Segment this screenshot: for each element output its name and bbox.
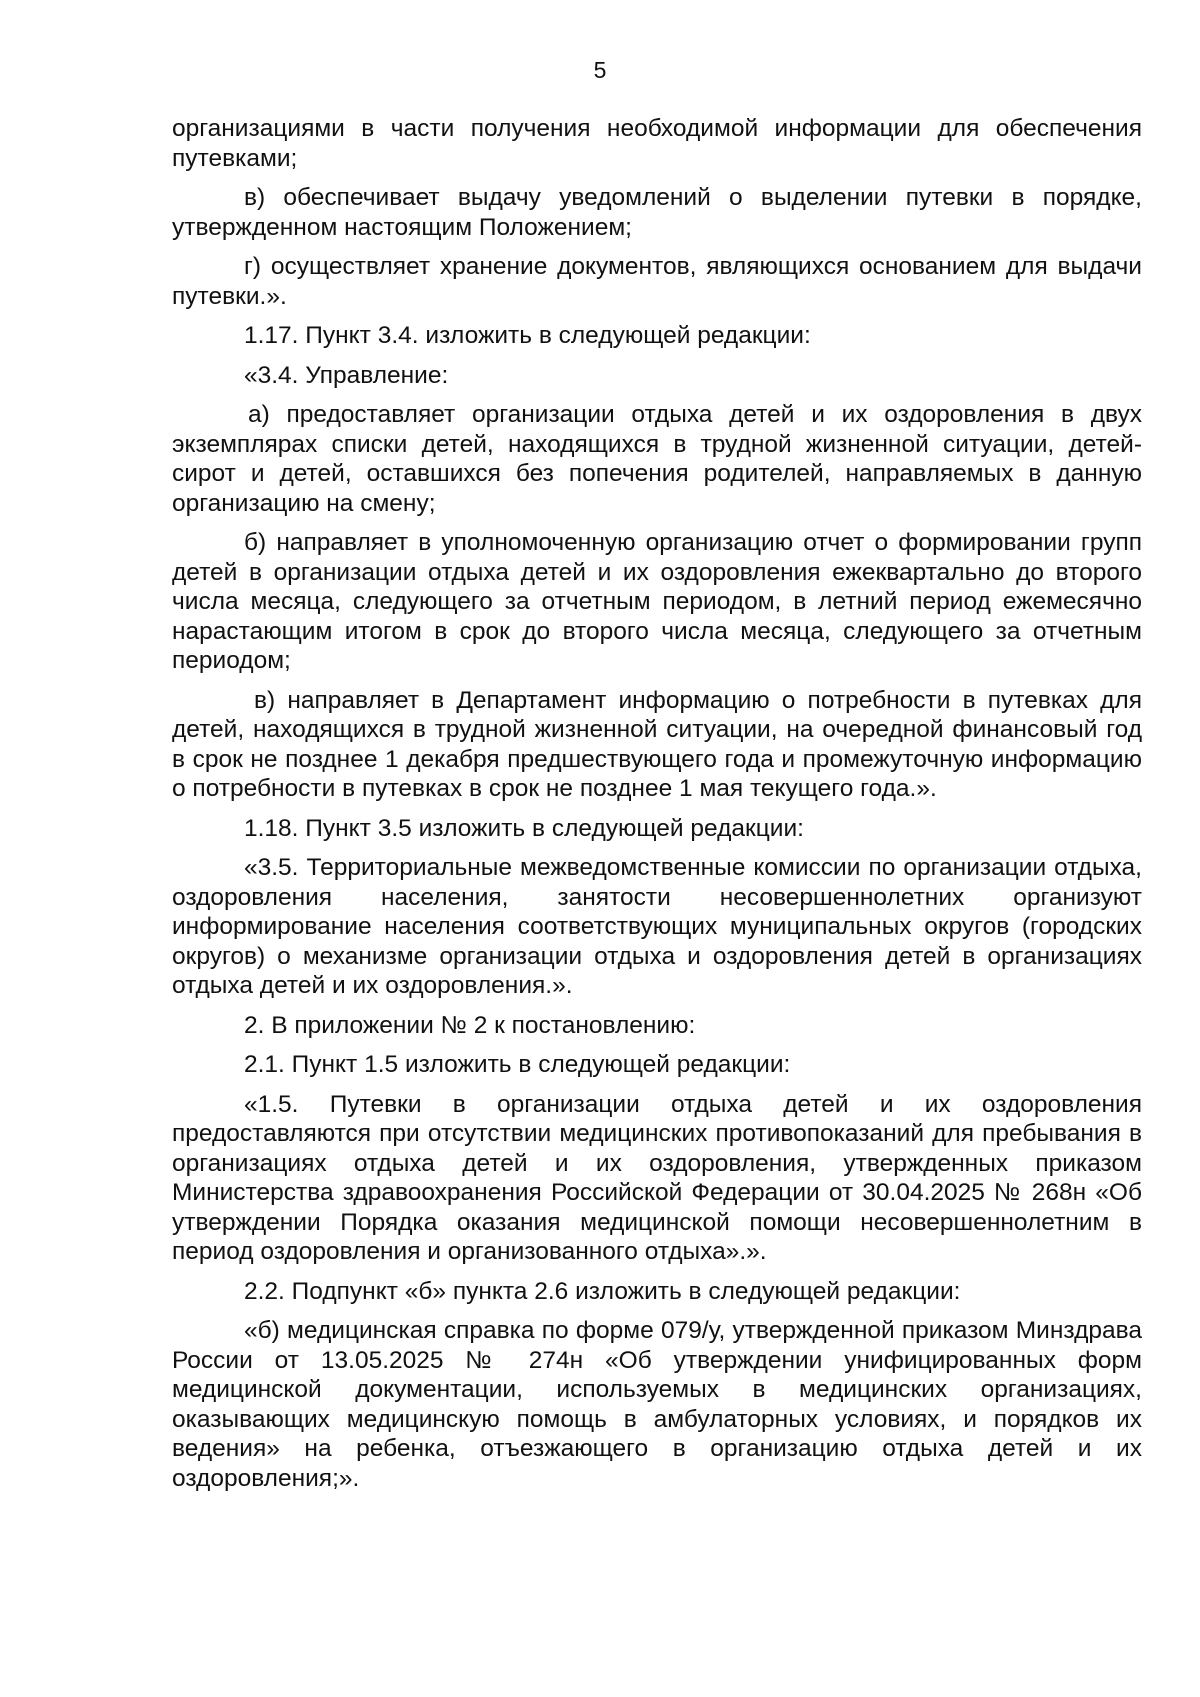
paragraph: г) осуществляет хранение документов, являющихся основанием для выдачи путевки.». xyxy=(172,253,1142,310)
paragraph: 2.2. Подпункт «б» пункта 2.6 изложить в следующей редакции: xyxy=(244,1277,961,1305)
paragraph: организациями в части получения необходимой информации для обеспечения путевками; xyxy=(172,115,1142,172)
paragraph: 2.1. Пункт 1.5 изложить в следующей редакции: xyxy=(244,1051,791,1078)
paragraph: а) предоставляет организации отдыха детей и их оздоровления в двух экземплярах списки детей, находящихся в трудной жизненной ситуации, детей-сирот и детей, оставшихся без попечения родителей, направляемых в данную организацию на смену; xyxy=(172,401,1142,517)
paragraph: «1.5. Путевки в организации отдыха детей и их оздоровления предоставляются при отсутствии медицинских противопоказаний для пребывания в организациях отдыха детей и их оздоровления, утвержденных приказом Министерства здравоохранения Российской Федерации от 30.04.2025 № 268н «Об утверждении Порядка оказания медицинской помощи несовершеннолетним в период оздоровления и организованного отдыха».». xyxy=(172,1090,1142,1265)
paragraph: в) направляет в Департамент информацию о потребности в путевках для детей, находящихся в трудной жизненной ситуации, на очередной финансовый год в срок не позднее 1 декабря предшествующего года и промежуточную информацию о потребности в путевках в срок не позднее 1 мая текущего года.». xyxy=(172,686,1142,802)
paragraph: 1.18. Пункт 3.5 изложить в следующей редакции: xyxy=(244,814,804,842)
paragraph: 1.17. Пункт 3.4. изложить в следующей редакции: xyxy=(244,322,811,349)
paragraph: 2. В приложении № 2 к постановлению: xyxy=(244,1011,696,1039)
paragraph: «3.5. Территориальные межведомственные комиссии по организации отдыха, оздоровления населения, занятости несовершеннолетних организуют информирование населения соответствующих муниципальных округов (городских округов) о механизме организации отдыха и оздоровления детей в организациях отдыха детей и их оздоровления.». xyxy=(172,854,1142,999)
paragraph: в) обеспечивает выдачу уведомлений о выделении путевки в порядке, утвержденном настоящим Положением; xyxy=(172,184,1142,241)
document-body xyxy=(172,114,1142,1503)
paragraph: «3.4. Управление: xyxy=(244,361,449,389)
page-number: 5 xyxy=(593,57,607,83)
paragraph: «б) медицинская справка по форме 079/у, утвержденной приказом Минздрава России от 13.05.2025 № 274н «Об утверждении унифицированных форм медицинской документации, используемых в медицинских организациях, оказывающих медицинскую помощь в амбулаторных условиях, и порядков их ведения» на ребенка, отъезжающего в организацию отдыха детей и их оздоровления;». xyxy=(172,1317,1142,1492)
paragraph: б) направляет в уполномоченную организацию отчет о формировании групп детей в организации отдыха детей и их оздоровления ежеквартально до второго числа месяца, следующего за отчетным периодом, в летний период ежемесячно нарастающим итогом в срок до второго числа месяца, следующего за отчетным периодом; xyxy=(172,529,1142,674)
